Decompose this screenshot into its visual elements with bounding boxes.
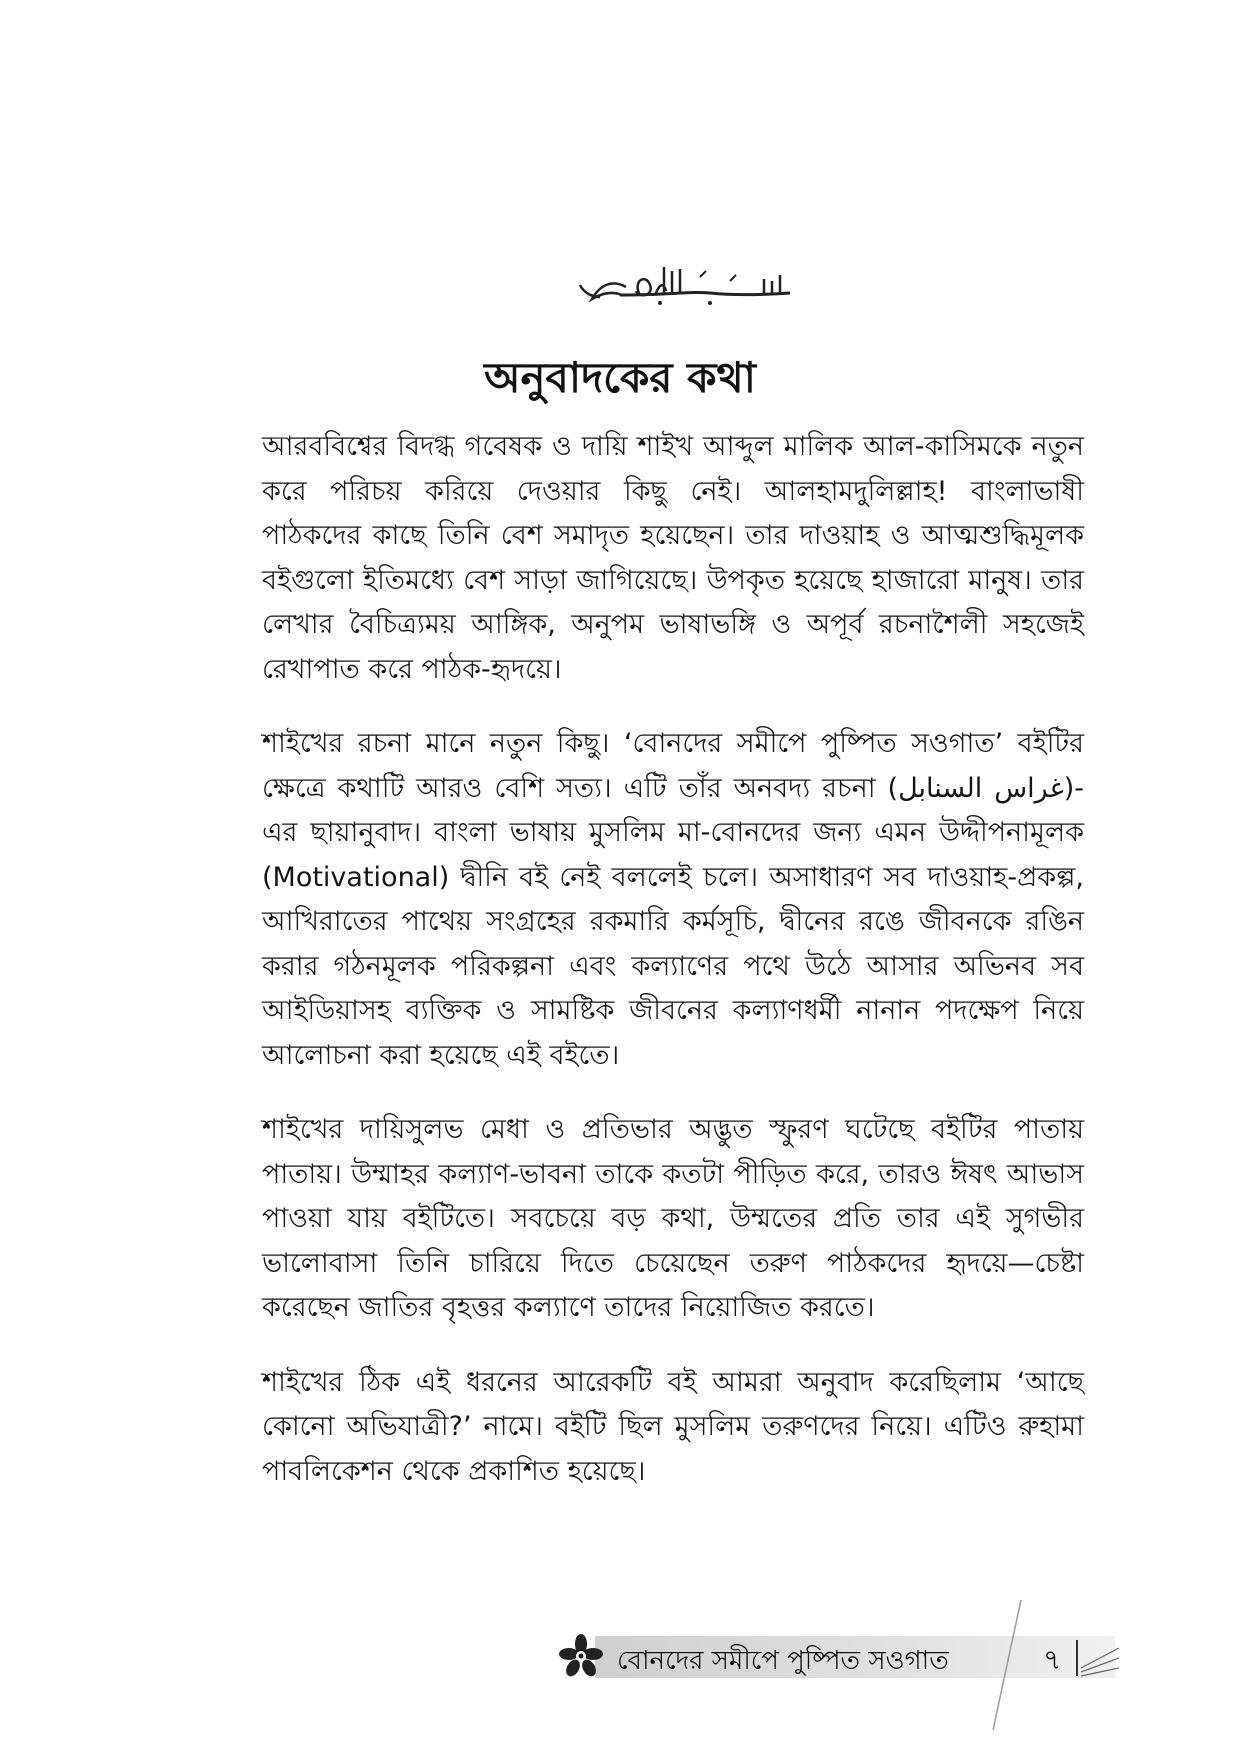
body-text [262, 425, 1084, 1524]
arabic-book-title: غراس السنابل [898, 772, 1064, 804]
footer-divider [975, 1600, 1035, 1730]
paragraph-1: আরববিশ্বের বিদগ্ধ গবেষক ও দায়ি শাইখ আব্দুল মালিক আল-কাসিমকে নতুন করে পরিচয় করিয়ে দেওয়ার কিছু নেই। আলহামদুলিল্লাহ! বাংলাভাষী পাঠকদের কাছে তিনি বেশ সমাদৃত হয়েছেন। তার দাওয়াহ ও আত্মশুদ্ধিমূলক বইগুলো ইতিমধ্যে বেশ সাড়া জাগিয়েছে। উপকৃত হয়েছে হাজারো মানুষ। তার লেখার বৈচিত্র্যময় আঙ্গিক, অনুপম ভাষাভঙ্গি ও অপূর্ব রচনাশৈলী সহজেই রেখাপাত করে পাঠক-হৃদয়ে। [262, 431, 1084, 685]
footer-book-title: বোনদের সমীপে পুষ্পিত সওগাত [617, 1646, 949, 1676]
paragraph-2-text-after: )-এর ছায়ানুবাদ। বাংলা ভাষায় মুসলিম মা-বোনদের জন্য এমন উদ্দীপনামূলক (Motivational) দ্বীনি বই নেই বললেই চলে। অসাধারণ সব দাওয়াহ-প্রকল্প, আখিরাতের পাথেয় সংগ্রহের রকমারি কর্মসূচি, দ্বীনের রঙে জীবনকে রঙিন করার গঠনমূলক পরিকল্পনা এবং কল্যাণের পথে উঠে আসার অভিনব সব আইডিয়াসহ ব্যক্তিক ও সামষ্টিক জীবনের কল্যাণধর্মী নানান পদক্ষেপ নিয়ে আলোচনা করা হয়েছে এই বইতে। [262, 772, 1084, 1071]
paragraph-2 [262, 722, 1084, 1078]
paragraph-2-text-before: শাইখের রচনা মানে নতুন কিছু। ‘বোনদের সমীপে পুষ্পিত সওগাত’ বইটির ক্ষেত্রে কথাটি আরও বেশি সত্য। এটি তাঁর অনবদ্য রচনা ( [262, 728, 1084, 804]
flower-ornament-icon [555, 1630, 607, 1682]
bismillah-calligraphy [560, 255, 800, 315]
chapter-title: অনুবাদকের কথা [484, 353, 756, 402]
paragraph-4: শাইখের ঠিক এই ধরনের আরেকটি বই আমরা অনুবাদ করেছিলাম ‘আছে কোনো অভিযাত্রী?’ নামে। বইটি ছিল মুসলিম তরুণদের নিয়ে। এটিও রুহামা পাবলিকেশন থেকে প্রকাশিত হয়েছে। [262, 1366, 1084, 1487]
page-footer [555, 1630, 1120, 1690]
paragraph-3: শাইখের দায়িসুলভ মেধা ও প্রতিভার অদ্ভুত স্ফুরণ ঘটেছে বইটির পাতায় পাতায়। উম্মাহর কল্যাণ-ভাবনা তাকে কতটা পীড়িত করে, তারও ঈষৎ আভাস পাওয়া যায় বইটিতে। সবচেয়ে বড় কথা, উম্মতের প্রতি তার এই সুগভীর ভালোবাসা তিনি চারিয়ে দিতে চেয়েছেন তরুণ পাঠকদের হৃদয়ে—চেষ্টা করেছেন জাতির বৃহত্তর কল্যাণে তাদের নিয়োজিত করতে। [262, 1114, 1084, 1323]
footer-lines-ornament [1075, 1638, 1119, 1678]
page-number: ৭ [1043, 1643, 1062, 1676]
